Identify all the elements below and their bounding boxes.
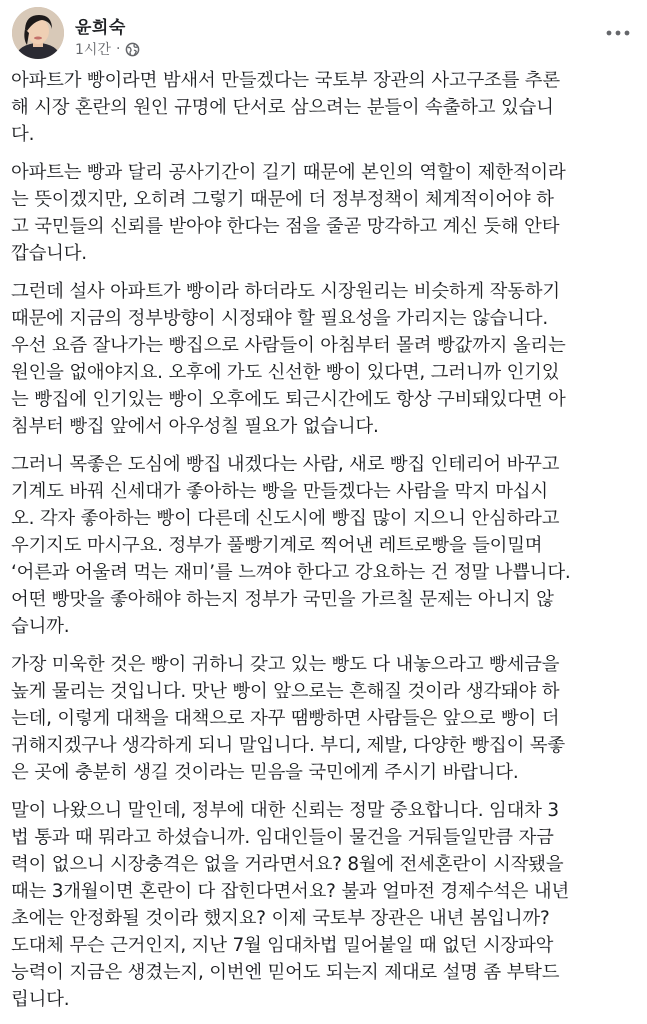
post-paragraph [11,67,641,148]
post-text-line: 는 빵집에 인기있는 빵이 오후에도 퇴근시간에도 항상 구비돼있다면 아 [11,389,566,410]
post-paragraph [11,651,641,786]
post-paragraph [11,797,641,1013]
post-text-line: 깝습니다. [11,243,87,264]
post-text-line: 말이 나왔으니 말인데, 정부에 대한 신뢰는 정말 중요합니다. 임대차 3 [11,800,559,821]
post-text-line: 다. [11,124,35,145]
post-text-line: 립니다. [11,989,70,1010]
post-paragraph [11,159,641,267]
post-text-line: 원인을 없애야지요. 오후에 가도 신선한 빵이 있다면, 그러니까 인기있 [11,362,560,383]
post-text-line: 오. 각자 좋아하는 빵이 다른데 신도시에 빵집 많이 지으니 안심하라고 [11,508,560,529]
globe-icon[interactable] [125,42,140,57]
post-text-line: 우기지도 마시구요. 정부가 풀빵기계로 찍어낸 레트로빵을 들이밀며 [11,535,543,556]
post-text-line: ‘어른과 어울려 먹는 재미’를 느껴야 한다고 강요하는 건 정말 나쁩니다. [11,562,571,583]
post-text-line: 귀해지겠구나 생각하게 되니 말입니다. 부디, 제발, 다양한 빵집이 목좋 [11,735,565,756]
post-meta [75,39,140,59]
post-text-line: 법 통과 때 뭐라고 하셨습니까. 임대인들이 물건을 거둬들일만큼 자금 [11,827,554,848]
meta-separator: · [115,41,121,57]
post-text-line: 기계도 바꿔 신세대가 좋아하는 빵을 만들겠다는 사람을 막지 마십시 [11,481,548,502]
post-text-line: 아파트가 빵이라면 밤새서 만들겠다는 국토부 장관의 사고구조를 추론 [11,70,560,91]
post-paragraph [11,278,641,440]
post-text-line: 아파트는 빵과 달리 공사기간이 길기 때문에 본인의 역할이 제한적이라 [11,162,566,183]
post-text-line: 도대체 무슨 근거인지, 지난 7월 임대차법 밀어붙일 때 없던 시장파악 [11,935,554,956]
author-name[interactable]: 윤희숙 [75,18,126,38]
post-text-line: 우선 요즘 잘나가는 빵집으로 사람들이 아침부터 몰려 빵값까지 올리는 [11,335,566,356]
post-text-line: 초에는 안정화될 것이라 했지요? 이제 국토부 장관은 내년 봄입니까? [11,908,550,929]
post-text-line: 높게 물리는 것입니다. 맛난 빵이 앞으로는 흔해질 것이라 생각돼야 하 [11,681,560,702]
post-body [11,67,641,1024]
post-text-line: 가장 미욱한 것은 빵이 귀하니 갖고 있는 빵도 다 내놓으라고 빵세금을 [11,654,560,675]
post-text-line: 그러니 목좋은 도심에 빵집 내겠다는 사람, 새로 빵집 인테리어 바꾸고 [11,454,560,475]
avatar-image [12,7,64,59]
post-text-line: 해 시장 혼란의 원인 규명에 단서로 삼으려는 분들이 속출하고 있습니 [11,97,554,118]
more-options-button[interactable] [601,21,635,45]
post-timestamp[interactable]: 1시간 [75,42,111,58]
post-text-line: 때는 3개월이면 혼란이 다 잡힌다면서요? 불과 얼마전 경제수석은 내년 [11,881,570,902]
post-text-line: 때문에 지금의 정부방향이 시정돼야 할 필요성을 가리지는 않습니다. [11,308,548,329]
more-horizontal-icon [606,30,630,36]
avatar[interactable] [12,7,64,59]
post-header [12,7,637,59]
post-text-line: 는데, 이렇게 대책을 대책으로 자꾸 땜빵하면 사람들은 앞으로 빵이 더 [11,708,560,729]
post-text-line: 은 곳에 충분히 생길 것이라는 믿음을 국민에게 주시기 바랍니다. [11,762,519,783]
post-text-line: 는 뜻이겠지만, 오히려 그렇기 때문에 더 정부정책이 체계적이어야 하 [11,189,554,210]
post-text-line: 습니까. [11,616,70,637]
post-text-line: 력이 없으니 시장충격은 없을 거라면서요? 8월에 전세혼란이 시작됐을 [11,854,564,875]
post-paragraph [11,451,641,640]
post-text-line: 고 국민들의 신뢰를 받아야 한다는 점을 줄곧 망각하고 계신 듯해 안타 [11,216,560,237]
post-text-line: 어떤 빵맛을 좋아해야 하는지 정부가 국민을 가르칠 문제는 아니지 않 [11,589,554,610]
post-text-line: 그런데 설사 아파트가 빵이라 하더라도 시장원리는 비슷하게 작동하기 [11,281,560,302]
post-text-line: 침부터 빵집 앞에서 아우성칠 필요가 없습니다. [11,416,379,437]
post-text-line: 능력이 지금은 생겼는지, 이번엔 믿어도 되는지 제대로 설명 좀 부탁드 [11,962,560,983]
